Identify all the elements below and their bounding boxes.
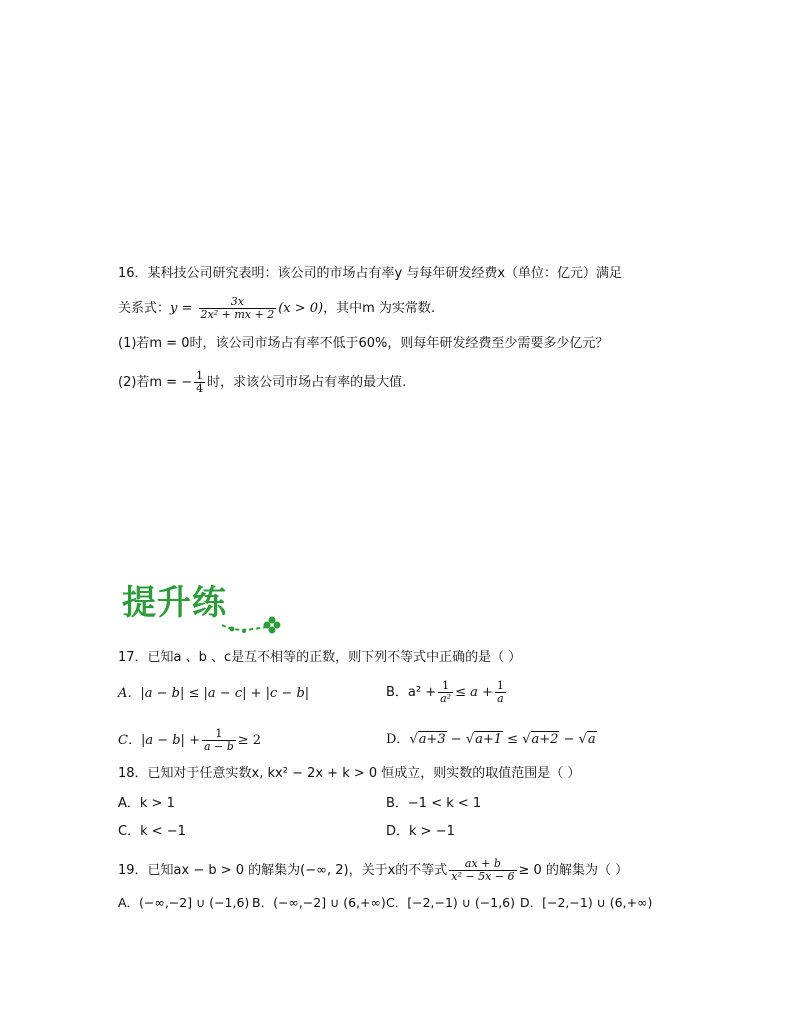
q16-part2-frac-den: 4 (196, 382, 204, 395)
q17-c-frac (202, 728, 236, 753)
q17-c-frac-num: 1 (215, 727, 223, 740)
vine-flourish-icon (122, 583, 292, 643)
q17-option-d: D．√a+3 − √a+1 ≤ √a+2 − √a (386, 732, 596, 747)
q16-part1: (1)若m = 0时，该公司市场占有率不低于60%，则每年研发经费至少需要多少亿元？ (118, 336, 609, 351)
q17-b-mid: ≤ a + (455, 685, 493, 700)
q17-d-minus1: − (446, 732, 466, 747)
q17-b-frac1-den: a² (440, 692, 452, 705)
q18-option-a: A．k > 1 (118, 796, 175, 811)
q17-d-prefix: D． (386, 732, 410, 747)
q17-b-frac2-num: 1 (496, 679, 504, 692)
section-logo (122, 583, 292, 643)
q17-b-frac2-den: a (495, 692, 506, 705)
q17-d-root4: a (587, 732, 596, 747)
q17-b-frac2 (495, 680, 506, 705)
q16-formula-lhs: y = (170, 301, 193, 316)
q16-frac-num: 3x (230, 295, 244, 308)
q19-option-a: A．(−∞,−2] ∪ (−1,6) (118, 895, 250, 910)
q17-b-frac1 (438, 680, 453, 705)
q16-part2-frac-num: 1 (196, 369, 204, 382)
q19-option-b: B．(−∞,−2] ∪ (6,+∞) (252, 895, 386, 910)
q17-c-suffix: ≥ 2 (237, 733, 262, 748)
q16-line1: 16．某科技公司研究表明：该公司的市场占有率y 与每年研发经费x（单位：亿元）满足 (118, 266, 623, 281)
q16-part2 (118, 370, 406, 395)
q17-b-frac1-num: 1 (442, 679, 450, 692)
q18-option-d: D．k > −1 (386, 824, 455, 839)
q17-c-prefix: C．|a − b| + (118, 733, 200, 748)
q16-part2-fraction (194, 370, 205, 395)
section-logo-text: 提升练 (122, 583, 227, 623)
q17-d-le: ≤ (503, 732, 523, 747)
q19-option-d: D．[−2,−1) ∪ (6,+∞) (520, 895, 653, 910)
q19-stem-prefix: 19．已知ax − b > 0 的解集为(−∞, 2)，关于x的不等式 (118, 863, 448, 878)
q17-option-a: A．|a − b| ≤ |a − c| + |c − b| (118, 686, 310, 701)
q17-d-root2: a+1 (475, 732, 503, 747)
q17-d-root1: a+3 (418, 732, 446, 747)
q19-frac-den: x² − 5x − 6 (451, 870, 515, 883)
q16-line2-prefix: 关系式： (118, 301, 171, 316)
q16-line2 (118, 296, 435, 321)
q17-b-prefix: B．a² + (386, 685, 437, 700)
q17-c-frac-den: a − b (203, 740, 234, 753)
q16-fraction (199, 296, 277, 321)
q19-stem-suffix: ≥ 0 的解集为（ ） (518, 863, 629, 878)
q17-stem: 17．已知a 、b 、c是互不相等的正数，则下列不等式中正确的是（ ） (118, 650, 522, 665)
q17-d-minus2: − (559, 732, 579, 747)
q19-option-c: C．[−2,−1) ∪ (−1,6) (386, 895, 516, 910)
q16-part2-prefix: (2)若m = − (118, 375, 193, 390)
q19-stem (118, 858, 628, 883)
q19-frac-num: ax + b (464, 857, 501, 870)
q16-part2-suffix: 时，求该公司市场占有率的最大值. (207, 375, 407, 390)
q17-option-c (118, 728, 261, 753)
q16-frac-den: 2x² + mx + 2 (200, 308, 275, 321)
q19-fraction (449, 858, 516, 883)
q17-d-root3: a+2 (531, 732, 559, 747)
q18-stem: 18．已知对于任意实数x, kx² − 2x + k > 0 恒成立，则实数的取值范围是（ ） (118, 766, 581, 781)
q17-option-b (386, 680, 508, 705)
q18-option-c: C．k < −1 (118, 824, 186, 839)
q18-option-b: B．−1 < k < 1 (386, 796, 482, 811)
q16-condition: (x > 0) (278, 301, 324, 316)
q16-line2-suffix: ，其中m 为实常数. (323, 301, 436, 316)
